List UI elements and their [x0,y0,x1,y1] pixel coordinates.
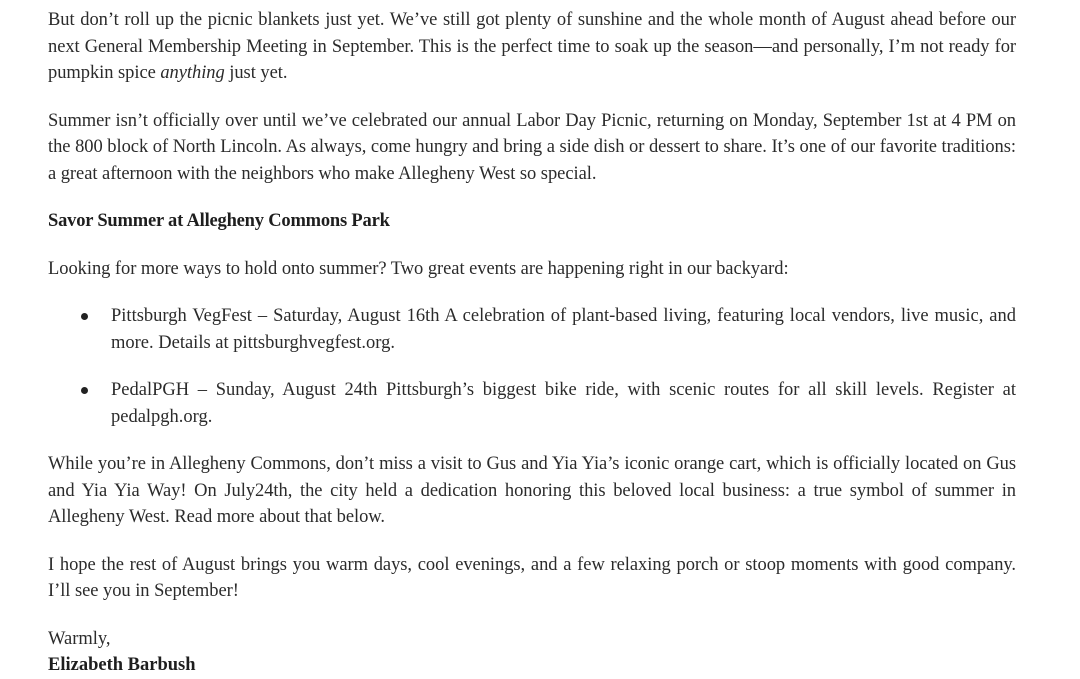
paragraph-text: But don’t roll up the picnic blankets just yet. We’ve still got plenty of sunshine and the whole month of August ahead before our next General Membership Meeting in September. This is the perfect time to soak up the season—and personally, I’m not ready for pumpkin spice [48,10,1016,83]
list-item-pedalpgh [48,377,1016,430]
emphasis-text: anything [160,63,225,83]
event-text: PedalPGH – Sunday, August 24th Pittsburgh’s biggest bike ride, with scenic routes for all skill levels. Register at pedalpgh.org. [111,380,1016,427]
signature-name: Elizabeth Barbush [48,655,196,675]
paragraph-closing-wishes: I hope the rest of August brings you warm days, cool evenings, and a few relaxing porch or stoop moments with good company. I’ll see you in September! [48,554,1016,601]
paragraph-gus-yia-yia: While you’re in Allegheny Commons, don’t miss a visit to Gus and Yia Yia’s iconic orange cart, which is officially located on Gus and Yia Yia Way! On July24th, the city held a dedication honoring this beloved local business: a true symbol of summer in Allegheny West. Read more about that below. [48,454,1016,527]
events-list [48,303,1016,430]
paragraph-text-end: just yet. [224,63,288,83]
bullet-icon [81,387,88,394]
closing-salutation: Warmly, [48,628,111,649]
bullet-icon [81,313,88,320]
paragraph-labor-day-picnic: Summer isn’t officially over until we’ve celebrated our annual Labor Day Picnic, returning on Monday, September 1st at 4 PM on the 800 block of North Lincoln. As always, come hungry and bring a side dish or dessert to share. It’s one of our favorite traditions: a great afternoon with the neighbors who make Allegheny West so special. [48,110,1016,184]
paragraph-events-intro: Looking for more ways to hold onto summer? Two great events are happening right in our backyard: [48,258,789,279]
list-item-vegfest [48,303,1016,356]
section-heading: Savor Summer at Allegheny Commons Park [48,211,390,231]
event-text: Pittsburgh VegFest – Saturday, August 16th A celebration of plant-based living, featuring local vendors, live music, and more. Details at pittsburghvegfest.org. [111,306,1016,353]
paragraph-picnic-blankets [48,7,1016,87]
newsletter-page [48,0,1016,679]
